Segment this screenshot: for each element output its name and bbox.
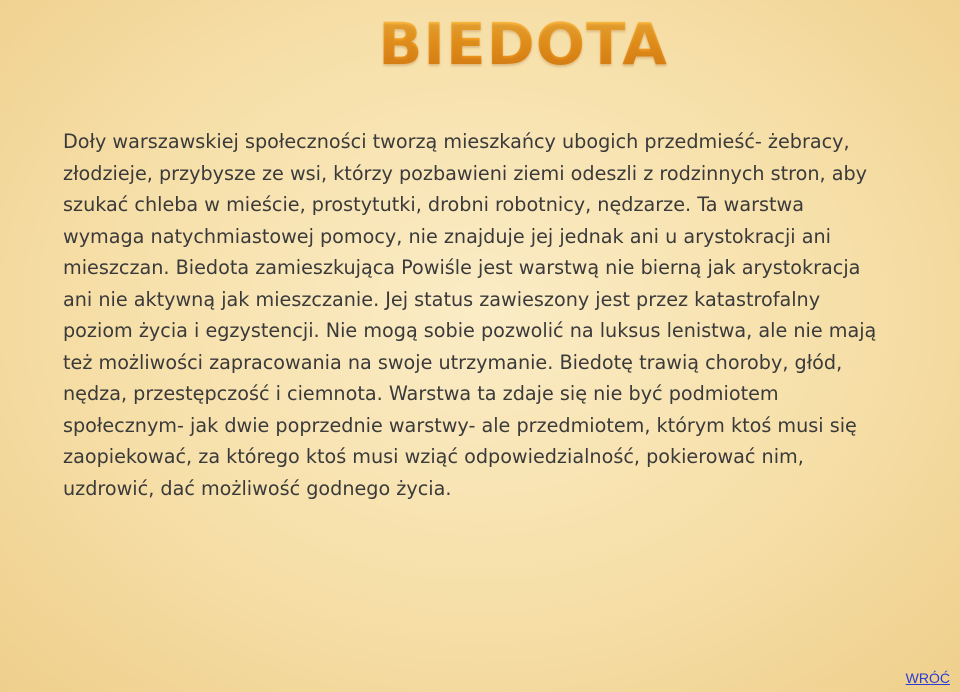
back-link[interactable]: WRÓĆ xyxy=(905,670,950,686)
slide-title: BIEDOTA xyxy=(378,6,668,82)
slide-body-text: Doły warszawskiej społeczności tworzą mieszkańcy ubogich przedmieść- żebracy, złodzieje, przybysze ze wsi, którzy pozbawieni ziemi odeszli z rodzinnych stron, aby szukać chleba w mieście, prostytutki, drobni robotnicy, nędzarze. Ta warstwa wymaga natychmiastowej pomocy, nie znajduje jej jednak ani u arystokracji ani mieszczan. Biedota zamieszkująca Powiśle jest warstwą nie bierną jak arystokracja ani nie aktywną jak mieszczanie. Jej status zawieszony jest przez katastrofalny poziom życia i egzystencji. Nie mogą sobie pozwolić na luksus lenistwa, ale nie mają też możliwości zapracowania na swoje utrzymanie. Biedotę trawią choroby, głód, nędza, przestępczość i ciemnota. Warstwa ta zdaje się nie być podmiotem społecznym- jak dwie poprzednie warstwy- ale przedmiotem, którym ktoś musi się zaopiekować, za którego ktoś musi wziąć odpowiedzialność, pokierować nim, uzdrowić, dać możliwość godnego życia. xyxy=(63,130,877,500)
slide-title-container xyxy=(0,6,930,82)
